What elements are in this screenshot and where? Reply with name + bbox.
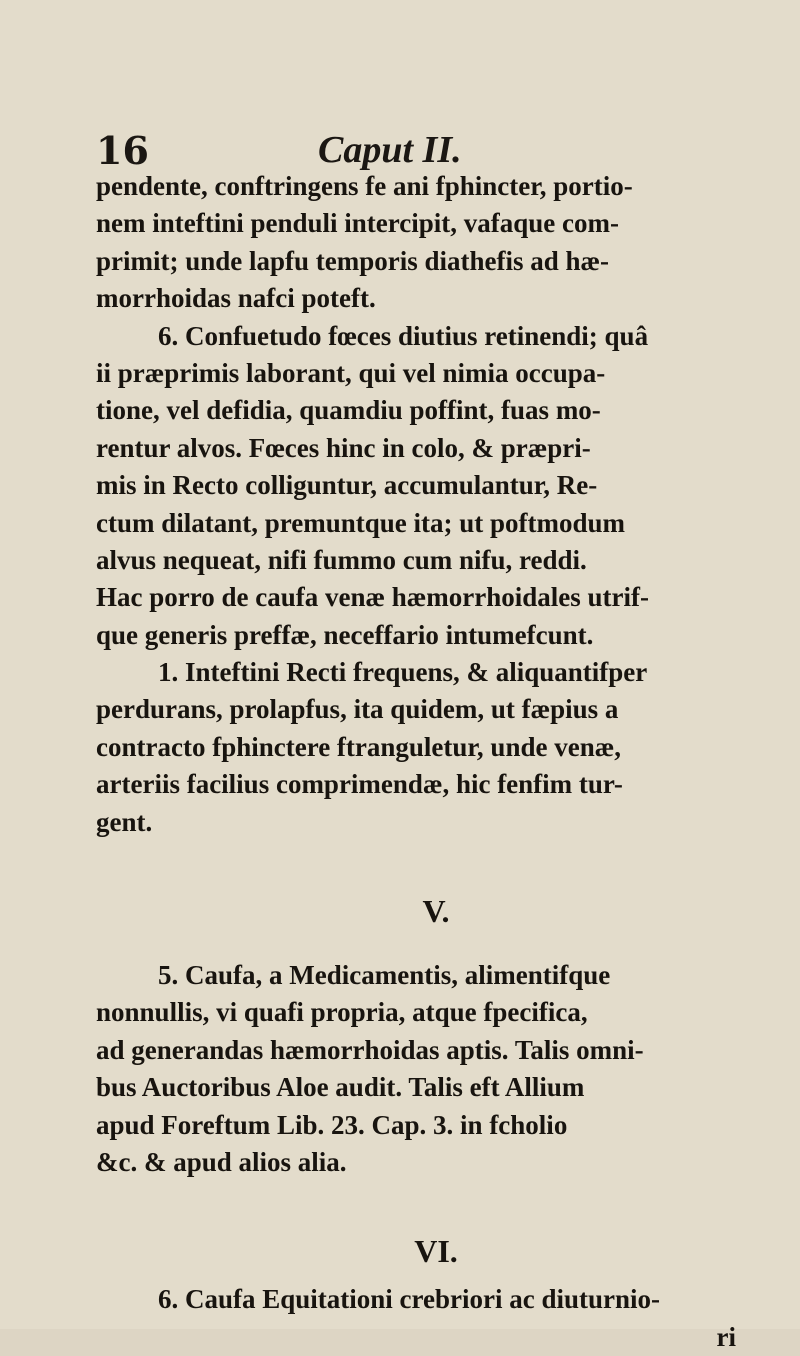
text-line: ii præprimis laborant, qui vel nimia occupa- (96, 357, 606, 388)
paragraph-3 (96, 654, 776, 841)
text-line: tione, vel defidia, quamdiu poffint, fuas mo- (96, 395, 601, 426)
page-body (96, 168, 776, 1356)
text-line: 1. Inteftini Recti frequens, & aliquantifper (158, 657, 648, 688)
text-line: 6. Caufa Equitationi crebriori ac diuturnio- (158, 1284, 661, 1315)
text-line: Hac porro de caufa venæ hæmorrhoidales utrif- (96, 582, 649, 613)
text-line: nem inteftini penduli intercipit, vafaque com- (96, 208, 619, 239)
section-vi-text (96, 1281, 776, 1356)
text-line: alvus nequeat, nifi fummo cum nifu, reddi. (96, 544, 587, 575)
text-line: perdurans, prolapfus, ita quidem, ut fæpius a (96, 694, 619, 725)
text-line: 6. Confuetudo fœces diutius retinendi; quâ (158, 320, 649, 351)
paragraph-2 (96, 318, 776, 655)
section-heading-vi: VI. (414, 1233, 458, 1270)
text-line: apud Foreftum Lib. 23. Cap. 3. in fcholio (96, 1109, 568, 1140)
section-v-text (96, 957, 776, 1181)
text-line: rentur alvos. Fœces hinc in colo, & præpri- (96, 432, 591, 463)
paragraph-1 (96, 168, 776, 318)
running-head: Caput II. (318, 129, 462, 171)
text-line: &c. & apud alios alia. (96, 1146, 347, 1177)
text-line: mis in Recto colliguntur, accumulantur, Re- (96, 470, 598, 501)
text-line: ad generandas hæmorrhoidas aptis. Talis omni- (96, 1034, 644, 1065)
text-line: 5. Caufa, a Medicamentis, alimentifque (158, 960, 611, 991)
text-line: que generis preffæ, neceffario intumefcunt. (96, 619, 594, 650)
text-line: morrhoidas nafci poteft. (96, 283, 376, 314)
text-line: primit; unde lapfu temporis diathefis ad hæ- (96, 245, 610, 276)
text-line: nonnullis, vi quafi propria, atque fpecifica, (96, 997, 588, 1028)
text-line: bus Auctoribus Aloe audit. Talis eft Allium (96, 1072, 585, 1103)
page-header (0, 128, 800, 173)
text-line: arteriis facilius comprimendæ, hic fenfim tur- (96, 769, 623, 800)
section-heading-v: V. (422, 893, 450, 930)
catchword: ri (716, 1321, 736, 1352)
text-line: ctum dilatant, premuntque ita; ut poftmodum (96, 507, 626, 538)
page-number: 16 (96, 128, 149, 173)
text-line: gent. (96, 806, 153, 837)
text-line: pendente, conftringens fe ani fphincter, portio- (96, 171, 633, 201)
text-line: contracto fphinctere ftranguletur, unde venæ, (96, 731, 621, 762)
